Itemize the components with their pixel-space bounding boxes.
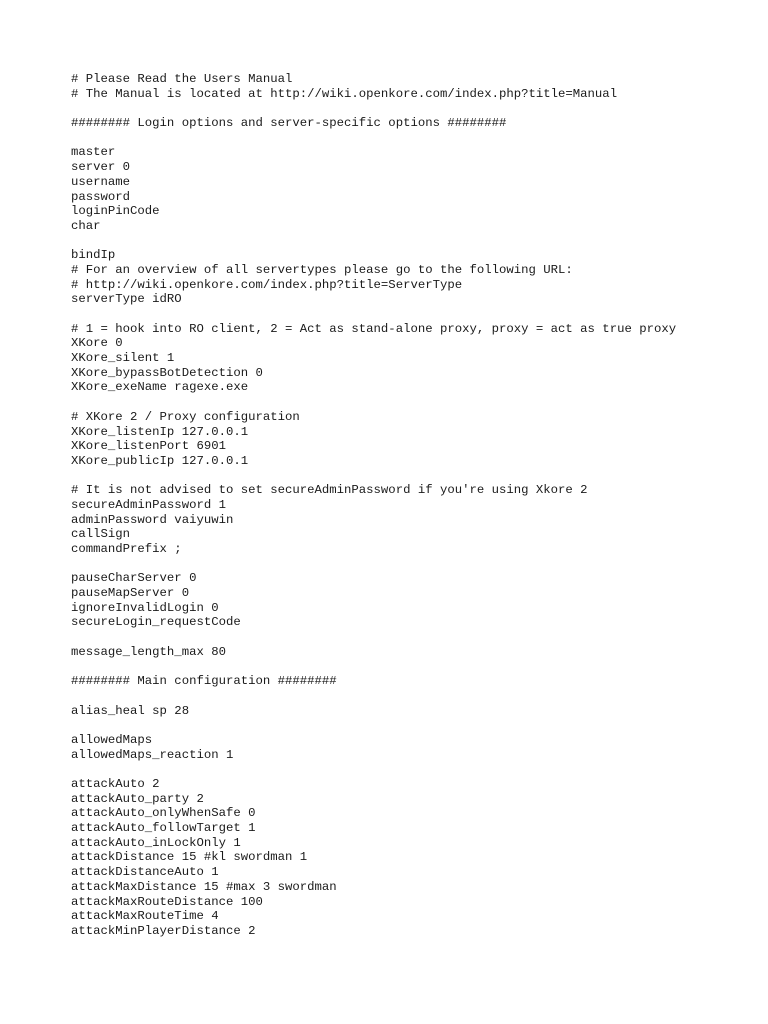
config-line: XKore_listenIp 127.0.0.1 bbox=[71, 424, 249, 439]
blank-line bbox=[71, 557, 751, 572]
blank-line bbox=[71, 131, 751, 146]
config-line: ignoreInvalidLogin 0 bbox=[71, 600, 219, 615]
config-line: XKore_silent 1 bbox=[71, 351, 175, 366]
config-line: XKore_listenPort 6901 bbox=[71, 439, 226, 454]
config-line: serverType idRO bbox=[71, 292, 182, 307]
blank-line bbox=[71, 689, 751, 704]
config-line: # 1 = hook into RO client, 2 = Act as stand-alone proxy, proxy = act as true proxy bbox=[71, 321, 677, 336]
blank-line bbox=[71, 307, 751, 322]
config-line: secureLogin_requestCode bbox=[71, 615, 241, 630]
config-line: # It is not advised to set secureAdminPassword if you're using Xkore 2 bbox=[71, 483, 588, 498]
blank-line bbox=[71, 234, 751, 249]
blank-line bbox=[71, 762, 751, 777]
config-line: allowedMaps_reaction 1 bbox=[71, 747, 234, 762]
config-line: attackMaxDistance 15 #max 3 swordman bbox=[71, 879, 337, 894]
config-line: char bbox=[71, 218, 101, 233]
config-line: attackAuto_onlyWhenSafe 0 bbox=[71, 806, 256, 821]
config-line: secureAdminPassword 1 bbox=[71, 497, 226, 512]
config-line: ######## Main configuration ######## bbox=[71, 674, 337, 689]
config-line: attackAuto_party 2 bbox=[71, 791, 204, 806]
config-line: adminPassword vaiyuwin bbox=[71, 512, 234, 527]
config-line: server 0 bbox=[71, 160, 131, 175]
config-line: attackAuto_followTarget 1 bbox=[71, 821, 256, 836]
config-line: commandPrefix ; bbox=[71, 542, 182, 556]
config-line: pauseCharServer 0 bbox=[71, 571, 197, 586]
blank-line bbox=[71, 630, 751, 645]
config-document bbox=[71, 72, 751, 939]
config-line: master bbox=[71, 145, 116, 160]
blank-line bbox=[71, 469, 751, 484]
blank-line bbox=[71, 660, 751, 675]
config-line: attackDistance 15 #kl swordman 1 bbox=[71, 850, 308, 865]
config-line: pauseMapServer 0 bbox=[71, 586, 190, 601]
blank-line bbox=[71, 395, 751, 410]
config-line: XKore 0 bbox=[71, 336, 123, 351]
config-line: attackMaxRouteDistance 100 bbox=[71, 894, 263, 909]
config-line: # For an overview of all servertypes please go to the following URL: bbox=[71, 262, 573, 277]
config-line: # XKore 2 / Proxy configuration bbox=[71, 409, 300, 424]
config-line: password bbox=[71, 189, 131, 204]
config-line: username bbox=[71, 174, 131, 189]
config-line: callSign bbox=[71, 527, 131, 542]
config-line: alias_heal sp 28 bbox=[71, 703, 190, 718]
blank-line bbox=[71, 718, 751, 733]
config-line: XKore_publicIp 127.0.0.1 bbox=[71, 453, 249, 468]
config-line: # Please Read the Users Manual bbox=[71, 72, 293, 86]
config-line: ######## Login options and server-specific options ######## bbox=[71, 116, 507, 131]
config-line: attackMaxRouteTime 4 bbox=[71, 909, 219, 924]
blank-line bbox=[71, 101, 751, 116]
config-line: # http://wiki.openkore.com/index.php?title=ServerType bbox=[71, 277, 463, 292]
config-line: XKore_bypassBotDetection 0 bbox=[71, 365, 263, 380]
config-line: attackDistanceAuto 1 bbox=[71, 865, 219, 880]
config-line: attackAuto_inLockOnly 1 bbox=[71, 835, 241, 850]
config-line: bindIp bbox=[71, 248, 116, 263]
config-line: attackMinPlayerDistance 2 bbox=[71, 923, 256, 938]
config-line: attackAuto 2 bbox=[71, 777, 160, 791]
config-line: loginPinCode bbox=[71, 204, 160, 219]
config-line: # The Manual is located at http://wiki.openkore.com/index.php?title=Manual bbox=[71, 86, 618, 101]
config-line: XKore_exeName ragexe.exe bbox=[71, 380, 249, 395]
config-line: allowedMaps bbox=[71, 732, 153, 747]
config-line: message_length_max 80 bbox=[71, 644, 226, 659]
